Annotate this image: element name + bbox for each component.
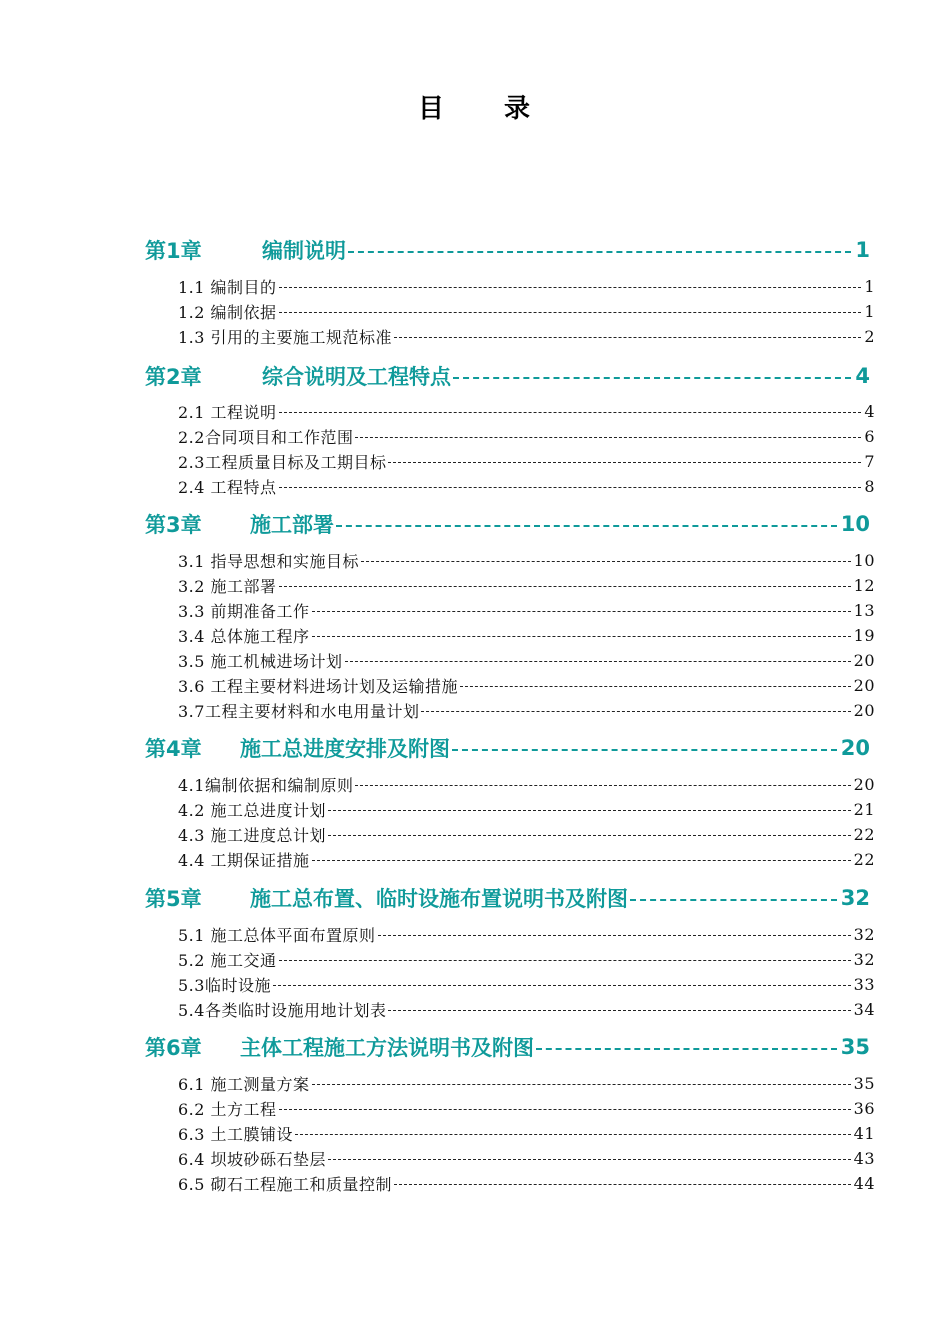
entry-page-number: 8 [864,476,875,496]
toc-entry[interactable] [178,424,875,448]
entry-title: 3.5 施工机械进场计划 [178,651,343,671]
page-title-char-2: 录 [504,94,533,124]
toc-chapter-3[interactable] [145,509,870,539]
dot-leader [453,377,851,379]
entry-title: 2.4 工程特点 [178,477,277,497]
toc-entry[interactable] [178,449,875,473]
dot-leader [421,711,850,712]
toc-chapter-2[interactable] [145,361,870,391]
dot-leader [355,437,861,438]
entry-page-number: 34 [853,999,875,1019]
toc-entry[interactable] [178,1171,875,1195]
toc-entry[interactable] [178,997,875,1021]
entry-title: 3.6 工程主要材料进场计划及运输措施 [178,676,459,696]
entry-title: 6.3 土工膜铺设 [178,1124,294,1144]
chapter-number: 第5章 [145,887,202,911]
toc-entry[interactable] [178,299,875,323]
entry-page-number: 13 [853,600,875,620]
entry-title: 6.2 土方工程 [178,1099,277,1119]
toc-entry[interactable] [178,1071,875,1095]
toc-entry[interactable] [178,1096,875,1120]
entry-title: 4.1编制依据和编制原则 [178,775,354,795]
entry-page-number: 22 [853,849,875,869]
toc-entry[interactable] [178,399,875,423]
entry-page-number: 19 [853,625,875,645]
dot-leader [279,586,851,587]
dot-leader [630,899,837,901]
chapter-number: 第4章 [145,737,202,761]
page-title [0,88,950,125]
chapter-page-number: 35 [840,1035,870,1059]
entry-title: 1.1 编制目的 [178,277,277,297]
entry-page-number: 43 [853,1148,875,1168]
toc-entry[interactable] [178,698,875,722]
dot-leader [460,686,851,687]
toc-chapter-1[interactable] [145,235,870,265]
dot-leader [279,412,862,413]
dot-leader [394,337,861,338]
chapter-number: 第1章 [145,239,202,263]
chapter-title: 综合说明及工程特点 [262,365,451,389]
entry-page-number: 32 [853,924,875,944]
dot-leader [394,1184,851,1185]
entry-title: 3.3 前期准备工作 [178,601,310,621]
toc-entry[interactable] [178,548,875,572]
toc-entry[interactable] [178,1146,875,1170]
dot-leader [378,935,851,936]
entry-page-number: 20 [853,774,875,794]
chapter-title: 施工部署 [250,513,334,537]
toc-entry[interactable] [178,772,875,796]
toc-entry[interactable] [178,474,875,498]
toc-entry[interactable] [178,797,875,821]
entry-title: 6.4 坝坡砂砾石垫层 [178,1149,327,1169]
dot-leader [279,487,862,488]
chapter-title: 施工总进度安排及附图 [240,737,450,761]
toc-entry[interactable] [178,972,875,996]
entry-title: 6.1 施工测量方案 [178,1074,310,1094]
entry-page-number: 20 [853,650,875,670]
chapter-title: 主体工程施工方法说明书及附图 [240,1036,534,1060]
dot-leader [336,525,837,527]
page-title-char-1: 目 [417,94,446,124]
entry-title: 2.1 工程说明 [178,402,277,422]
dot-leader [295,1134,851,1135]
chapter-title: 编制说明 [262,239,346,263]
chapter-page-number: 1 [855,238,870,262]
entry-page-number: 21 [853,799,875,819]
entry-page-number: 22 [853,824,875,844]
chapter-number: 第2章 [145,365,202,389]
dot-leader [355,785,850,786]
toc-chapter-5[interactable] [145,883,870,913]
dot-leader [388,1010,850,1011]
entry-page-number: 36 [853,1098,875,1118]
chapter-page-number: 10 [840,512,870,536]
toc-entry[interactable] [178,648,875,672]
chapter-title: 施工总布置、临时设施布置说明书及附图 [250,887,628,911]
dot-leader [388,462,861,463]
dot-leader [312,860,851,861]
entry-page-number: 2 [864,326,875,346]
dot-leader [345,661,851,662]
chapter-page-number: 20 [840,736,870,760]
dot-leader [279,312,862,313]
toc-entry[interactable] [178,673,875,697]
toc-entry[interactable] [178,324,875,348]
toc-entry[interactable] [178,274,875,298]
toc-entry[interactable] [178,847,875,871]
entry-page-number: 35 [853,1073,875,1093]
dot-leader [452,749,837,751]
dot-leader [328,1159,851,1160]
entry-page-number: 44 [853,1173,875,1193]
chapter-number: 第6章 [145,1036,202,1060]
toc-entry[interactable] [178,822,875,846]
toc-chapter-4[interactable] [145,733,870,763]
entry-title: 5.2 施工交通 [178,950,277,970]
chapter-page-number: 4 [855,364,870,388]
entry-page-number: 20 [853,675,875,695]
toc-entry[interactable] [178,947,875,971]
entry-title: 3.1 指导思想和实施目标 [178,551,360,571]
toc-chapter-6[interactable] [145,1032,870,1062]
entry-title: 5.3临时设施 [178,975,271,995]
entry-page-number: 33 [853,974,875,994]
entry-page-number: 41 [853,1123,875,1143]
dot-leader [279,287,862,288]
dot-leader [279,960,851,961]
entry-title: 5.4各类临时设施用地计划表 [178,1000,387,1020]
toc-entry[interactable] [178,922,875,946]
entry-title: 2.3工程质量目标及工期目标 [178,452,387,472]
entry-page-number: 6 [864,426,875,446]
chapter-page-number: 32 [840,886,870,910]
dot-leader [312,611,851,612]
entry-title: 2.2合同项目和工作范围 [178,427,354,447]
entry-page-number: 32 [853,949,875,969]
dot-leader [279,1109,851,1110]
chapter-number: 第3章 [145,513,202,537]
toc-entry[interactable] [178,598,875,622]
entry-title: 3.2 施工部署 [178,576,277,596]
toc-entry[interactable] [178,1121,875,1145]
entry-title: 4.3 施工进度总计划 [178,825,327,845]
dot-leader [328,835,851,836]
entry-page-number: 1 [864,301,875,321]
entry-page-number: 1 [864,276,875,296]
entry-title: 3.7工程主要材料和水电用量计划 [178,701,420,721]
entry-page-number: 4 [864,401,875,421]
entry-title: 6.5 砌石工程施工和质量控制 [178,1174,393,1194]
dot-leader [312,636,851,637]
entry-title: 4.4 工期保证措施 [178,850,310,870]
dot-leader [536,1048,837,1050]
entry-page-number: 7 [864,451,875,471]
dot-leader [328,810,851,811]
entry-title: 1.3 引用的主要施工规范标准 [178,327,393,347]
dot-leader [361,561,851,562]
entry-page-number: 10 [853,550,875,570]
entry-title: 5.1 施工总体平面布置原则 [178,925,376,945]
toc-entry[interactable] [178,573,875,597]
entry-title: 4.2 施工总进度计划 [178,800,327,820]
dot-leader [273,985,851,986]
entry-title: 1.2 编制依据 [178,302,277,322]
entry-title: 3.4 总体施工程序 [178,626,310,646]
dot-leader [312,1084,851,1085]
dot-leader [348,251,851,253]
toc-entry[interactable] [178,623,875,647]
entry-page-number: 20 [853,700,875,720]
entry-page-number: 12 [853,575,875,595]
